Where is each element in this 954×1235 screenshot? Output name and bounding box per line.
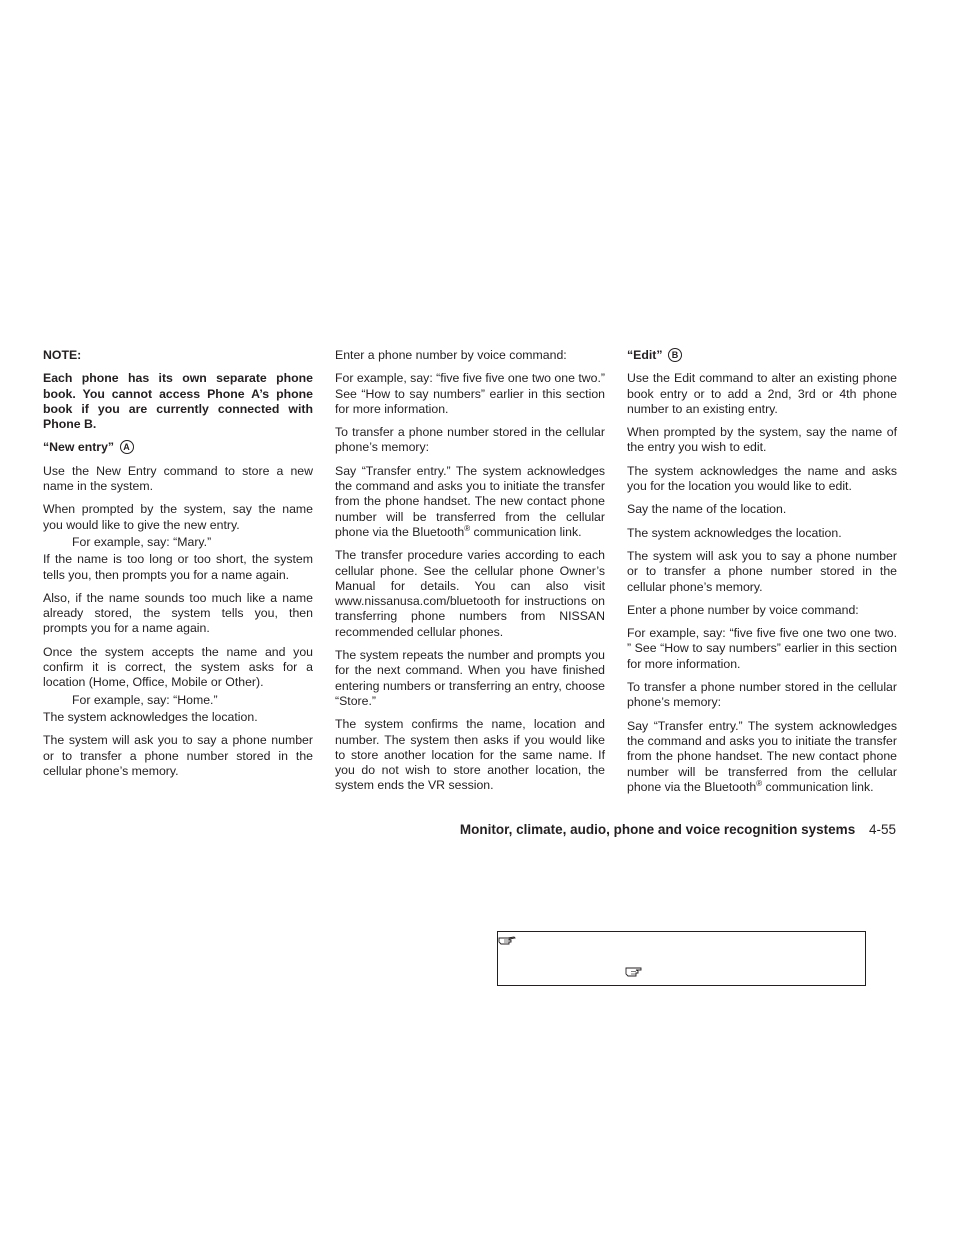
paragraph-text: communication link. xyxy=(762,779,874,794)
section-title: Monitor, climate, audio, phone and voice recognition systems xyxy=(459,822,856,837)
example-line: For example, say: “Home.” xyxy=(72,692,218,707)
paragraph: Use the New Entry command to store a new name in the system. xyxy=(43,463,313,494)
paragraph: Once the system accepts the name and you confirm it is correct, the system asks for a location (Home, Office, Mobile or Other). xyxy=(43,644,313,690)
paragraph xyxy=(627,719,897,795)
column-3 xyxy=(627,348,897,803)
new-entry-heading-text: “New entry” xyxy=(43,440,115,455)
edit-heading-text: “Edit” xyxy=(627,348,663,362)
registered-mark: ® xyxy=(756,778,763,788)
paragraph: The system will ask you to say a phone number or to transfer a phone number stored in the cellular phone’s memory. xyxy=(627,548,897,594)
paragraph: Also, if the name sounds too much like a name already stored, the system tells you, then prompts you for a name again. xyxy=(43,590,313,636)
paragraph: The system confirms the name, location and number. The system then asks if you would like to store another location for the same name. If you do not wish to store another location, the system ends the VR session. xyxy=(335,717,605,793)
reference-box xyxy=(497,931,866,986)
example-line: For example, say: “Mary.” xyxy=(72,534,212,549)
column-1 xyxy=(43,348,313,787)
note-body: Each phone has its own separate phone book. You cannot access Phone A’s phone book if you are currently connected with Phone B. xyxy=(43,371,313,432)
paragraph: To transfer a phone number stored in the cellular phone’s memory: xyxy=(335,425,605,455)
paragraph: To transfer a phone number stored in the cellular phone’s memory: xyxy=(627,680,897,710)
pointing-hand-icon xyxy=(625,966,643,978)
paragraph-text: Say “Transfer entry.” The system acknowledges the command and asks you to initiate the transfer from the phone handset. The new contact phone number will be transferred from the cellular phone via the Bluetooth xyxy=(335,463,605,539)
paragraph: Enter a phone number by voice command: xyxy=(335,348,567,362)
paragraph-text: Say “Transfer entry.” The system acknowledges the command and asks you to initiate the transfer from the phone handset. The new contact phone number will be transferred from the cellular phone via the Bluetooth xyxy=(627,718,897,794)
note-heading: NOTE: xyxy=(43,348,82,362)
page-number: 4-55 xyxy=(868,822,896,837)
new-entry-heading xyxy=(43,440,313,455)
paragraph: When prompted by the system, say the name you would like to give the new entry. xyxy=(43,502,313,532)
paragraph-text: communication link. xyxy=(470,524,582,539)
paragraph: Say the name of the location. xyxy=(627,502,787,517)
edit-heading xyxy=(627,348,897,363)
paragraph: The system acknowledges the location. xyxy=(627,525,842,540)
callout-b-marker: B xyxy=(668,348,682,362)
pointing-hand-icon xyxy=(498,934,516,946)
page-footer xyxy=(460,822,896,837)
registered-mark: ® xyxy=(464,523,471,533)
paragraph: The system acknowledges the location. xyxy=(43,709,258,724)
paragraph: The transfer procedure varies according to each cellular phone. See the cellular phone Owner’s Manual for details. You can also visit www.nissanusa.com/bluetooth for instructions on transferring phone numbers from NISSAN recommended cellular phones. xyxy=(335,548,605,639)
paragraph: Use the Edit command to alter an existing phone book entry or to add a 2nd, 3rd or 4th phone number to an existing entry. xyxy=(627,371,897,416)
paragraph: If the name is too long or too short, the system tells you, then prompts you for a name again. xyxy=(43,552,313,582)
paragraph: The system will ask you to say a phone number or to transfer a phone number stored in the cellular phone’s memory. xyxy=(43,733,313,778)
paragraph: For example, say: “five five five one two one two. ” See “How to say numbers” earlier in this section for more information. xyxy=(627,626,897,671)
paragraph: The system acknowledges the name and asks you for the location you would like to edit. xyxy=(627,463,897,494)
paragraph: The system repeats the number and prompts you for the next command. When you have finished entering numbers or transferring an entry, choose “Store.” xyxy=(335,648,605,708)
callout-a-marker: A xyxy=(120,440,134,454)
paragraph: When prompted by the system, say the name of the entry you wish to edit. xyxy=(627,425,897,455)
paragraph: For example, say: “five five five one two one two.” See “How to say numbers” earlier in this section for more information. xyxy=(335,371,605,416)
column-2 xyxy=(335,348,605,802)
paragraph xyxy=(335,464,605,540)
paragraph: Enter a phone number by voice command: xyxy=(627,602,859,617)
